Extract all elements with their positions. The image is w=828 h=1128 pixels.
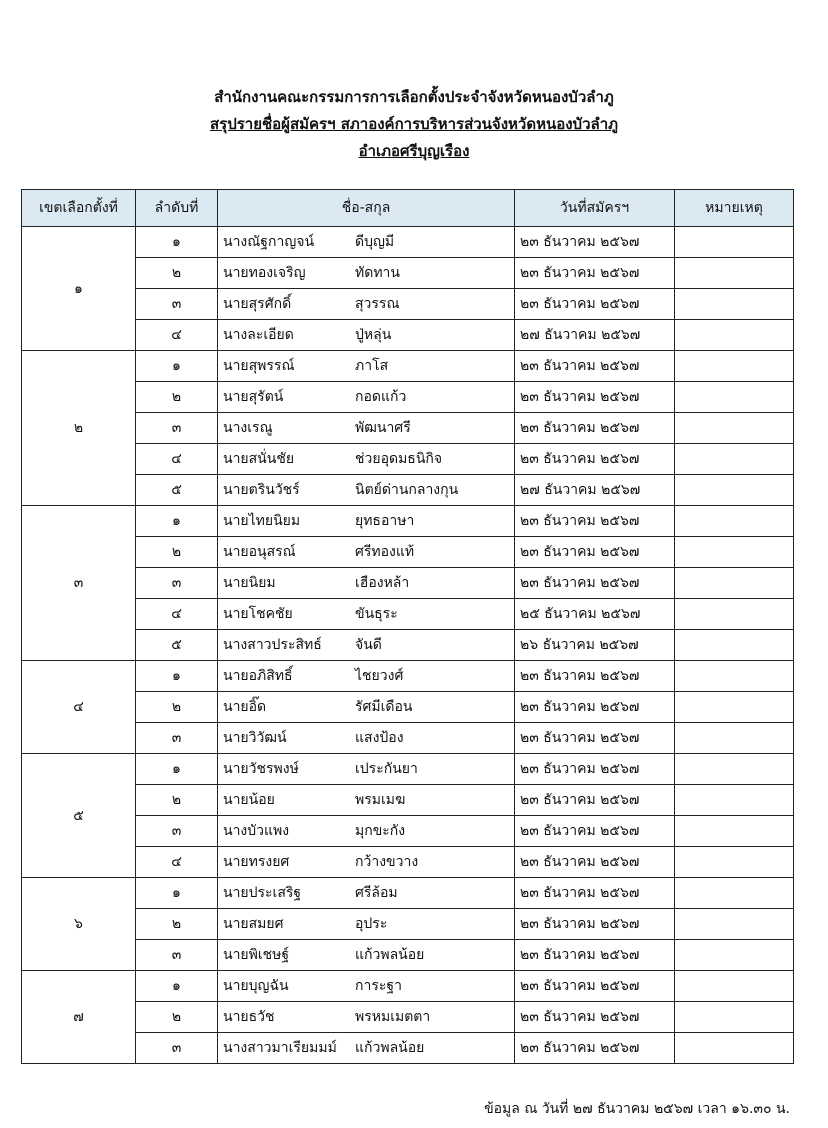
note-cell [675, 785, 794, 816]
note-cell [675, 537, 794, 568]
name-cell [218, 382, 515, 413]
name-cell [218, 723, 515, 754]
table-row [22, 568, 794, 599]
last-name: เประกันยา [355, 761, 418, 777]
name-cell [218, 568, 515, 599]
document-header [0, 84, 828, 165]
note-cell [675, 1033, 794, 1064]
column-header-order: ลำดับที่ [136, 190, 218, 227]
table-row [22, 258, 794, 289]
last-name: พรมเมฆ [355, 792, 406, 808]
order-cell: ๔ [136, 847, 218, 878]
name-cell [218, 413, 515, 444]
name-cell [218, 878, 515, 909]
name-cell [218, 227, 515, 258]
last-name: ช่วยอุดมธนิกิจ [355, 451, 443, 467]
last-name: อุประ [355, 916, 388, 932]
summary-title: สรุปรายชื่อผู้สมัครฯ สภาองค์การบริหารส่วนจังหวัดหนองบัวลำภู [209, 115, 619, 133]
table-row [22, 289, 794, 320]
table-row [22, 351, 794, 382]
table-header-row [22, 190, 794, 227]
order-cell: ๑ [136, 878, 218, 909]
note-cell [675, 630, 794, 661]
table-row [22, 475, 794, 506]
application-date-cell: ๒๓ ธันวาคม ๒๕๖๗ [515, 413, 675, 444]
order-cell: ๑ [136, 351, 218, 382]
name-cell [218, 351, 515, 382]
note-cell [675, 568, 794, 599]
first-name: นายสนั่นชัย [223, 451, 295, 467]
name-cell [218, 909, 515, 940]
note-cell [675, 320, 794, 351]
order-cell: ๑ [136, 971, 218, 1002]
table-row [22, 723, 794, 754]
application-date-cell: ๒๓ ธันวาคม ๒๕๖๗ [515, 568, 675, 599]
first-name: นายทรงยศ [223, 854, 290, 870]
last-name: รัศมีเดือน [355, 699, 413, 715]
first-name: นายวิวัฒน์ [223, 730, 287, 746]
application-date-cell: ๒๓ ธันวาคม ๒๕๖๗ [515, 444, 675, 475]
application-date-cell: ๒๓ ธันวาคม ๒๕๖๗ [515, 661, 675, 692]
last-name: ภาโส [355, 358, 389, 374]
candidate-table [21, 189, 794, 1064]
order-cell: ๒ [136, 785, 218, 816]
first-name: นางเรณู [223, 420, 273, 436]
note-cell [675, 475, 794, 506]
application-date-cell: ๒๓ ธันวาคม ๒๕๖๗ [515, 692, 675, 723]
table-row [22, 940, 794, 971]
table-row [22, 1002, 794, 1033]
application-date-cell: ๒๕ ธันวาคม ๒๕๖๗ [515, 599, 675, 630]
order-cell: ๓ [136, 940, 218, 971]
table-row [22, 661, 794, 692]
order-cell: ๓ [136, 723, 218, 754]
note-cell [675, 661, 794, 692]
application-date-cell: ๒๗ ธันวาคม ๒๕๖๗ [515, 475, 675, 506]
note-cell [675, 909, 794, 940]
first-name: นายสุรัตน์ [223, 389, 284, 405]
note-cell [675, 413, 794, 444]
column-header-note: หมายเหตุ [675, 190, 794, 227]
last-name: ไชยวงศ์ [355, 668, 404, 684]
table-row [22, 754, 794, 785]
note-cell [675, 754, 794, 785]
name-cell [218, 754, 515, 785]
table-body [22, 227, 794, 1064]
first-name: นายธวัช [223, 1009, 275, 1025]
district-number-cell: ๕ [22, 754, 136, 878]
last-name: นิตย์ด่านกลางกุน [355, 482, 459, 498]
table-row [22, 413, 794, 444]
first-name: นายพิเชษฐ์ [223, 947, 290, 963]
note-cell [675, 506, 794, 537]
name-cell [218, 630, 515, 661]
table-row [22, 599, 794, 630]
first-name: นายไทยนิยม [223, 513, 301, 529]
district-number-cell: ๒ [22, 351, 136, 506]
order-cell: ๓ [136, 289, 218, 320]
district-number-cell: ๖ [22, 878, 136, 971]
application-date-cell: ๒๓ ธันวาคม ๒๕๖๗ [515, 971, 675, 1002]
first-name: นายบุญฉัน [223, 978, 289, 994]
last-name: ปู่หลุ่น [355, 327, 392, 343]
note-cell [675, 692, 794, 723]
order-cell: ๔ [136, 320, 218, 351]
table-row [22, 692, 794, 723]
last-name: มุกขะกัง [355, 823, 406, 839]
application-date-cell: ๒๓ ธันวาคม ๒๕๖๗ [515, 227, 675, 258]
first-name: นายสุพรรณ์ [223, 358, 295, 374]
name-cell [218, 971, 515, 1002]
order-cell: ๓ [136, 1033, 218, 1064]
last-name: ทัดทาน [355, 265, 400, 281]
table-row [22, 878, 794, 909]
district-number-cell: ๓ [22, 506, 136, 661]
note-cell [675, 599, 794, 630]
last-name: จันดี [355, 637, 382, 653]
first-name: นายตรินวัชร์ [223, 482, 300, 498]
last-name: การะฐา [355, 978, 402, 994]
first-name: นางบัวแพง [223, 823, 290, 839]
order-cell: ๑ [136, 227, 218, 258]
note-cell [675, 816, 794, 847]
first-name: นายวัชรพงษ์ [223, 761, 299, 777]
column-header-name: ชื่อ-สกุล [218, 190, 515, 227]
order-cell: ๓ [136, 568, 218, 599]
application-date-cell: ๒๓ ธันวาคม ๒๕๖๗ [515, 537, 675, 568]
last-name: ขันธุระ [355, 606, 398, 622]
note-cell [675, 878, 794, 909]
name-cell [218, 444, 515, 475]
last-name: แก้วพลน้อย [355, 1040, 425, 1056]
first-name: นายอนุสรณ์ [223, 544, 296, 560]
last-name: ศรีทองแท้ [355, 544, 415, 560]
table-row [22, 444, 794, 475]
order-cell: ๒ [136, 692, 218, 723]
first-name: นายทองเจริญ [223, 265, 306, 281]
first-name: นางณัฐกาญจน์ [223, 234, 315, 250]
note-cell [675, 444, 794, 475]
name-cell [218, 785, 515, 816]
name-cell [218, 847, 515, 878]
application-date-cell: ๒๓ ธันวาคม ๒๕๖๗ [515, 940, 675, 971]
last-name: แสงป้อง [355, 730, 404, 746]
order-cell: ๕ [136, 475, 218, 506]
note-cell [675, 971, 794, 1002]
order-cell: ๒ [136, 537, 218, 568]
first-name: นายนิยม [223, 575, 276, 591]
name-cell [218, 599, 515, 630]
order-cell: ๔ [136, 599, 218, 630]
first-name: นางสาวประสิทธ์ [223, 637, 322, 653]
first-name: นายประเสริฐ [223, 885, 302, 901]
table-row [22, 847, 794, 878]
note-cell [675, 1002, 794, 1033]
order-cell: ๒ [136, 382, 218, 413]
name-cell [218, 320, 515, 351]
application-date-cell: ๒๓ ธันวาคม ๒๕๖๗ [515, 816, 675, 847]
last-name: แก้วพลน้อย [355, 947, 425, 963]
first-name: นางละเอียด [223, 327, 294, 343]
first-name: นายสมยศ [223, 916, 284, 932]
table-row [22, 382, 794, 413]
application-date-cell: ๒๓ ธันวาคม ๒๕๖๗ [515, 1002, 675, 1033]
table-row [22, 909, 794, 940]
table-row [22, 630, 794, 661]
name-cell [218, 1002, 515, 1033]
name-cell [218, 1033, 515, 1064]
order-cell: ๑ [136, 661, 218, 692]
name-cell [218, 506, 515, 537]
application-date-cell: ๒๓ ธันวาคม ๒๕๖๗ [515, 351, 675, 382]
application-date-cell: ๒๗ ธันวาคม ๒๕๖๗ [515, 320, 675, 351]
office-title: สำนักงานคณะกรรมการการเลือกตั้งประจำจังหวัดหนองบัวลำภู [214, 88, 614, 106]
first-name: นายสุรศักดิ์ [223, 296, 292, 312]
data-timestamp-note: ข้อมูล ณ วันที่ ๒๗ ธันวาคม ๒๕๖๗ เวลา ๑๖.๓๐ น. [484, 1101, 790, 1117]
order-cell: ๑ [136, 506, 218, 537]
note-cell [675, 227, 794, 258]
application-date-cell: ๒๓ ธันวาคม ๒๕๖๗ [515, 723, 675, 754]
application-date-cell: ๒๓ ธันวาคม ๒๕๖๗ [515, 909, 675, 940]
name-cell [218, 940, 515, 971]
name-cell [218, 537, 515, 568]
order-cell: ๒ [136, 1002, 218, 1033]
name-cell [218, 816, 515, 847]
last-name: เฮืองหล้า [355, 575, 410, 591]
first-name: นายอิ๊ด [223, 699, 267, 715]
district-title: อำเภอศรีบุญเรือง [358, 142, 470, 160]
order-cell: ๔ [136, 444, 218, 475]
name-cell [218, 661, 515, 692]
order-cell: ๑ [136, 754, 218, 785]
last-name: ดีบุญมี [355, 234, 395, 250]
note-cell [675, 382, 794, 413]
application-date-cell: ๒๓ ธันวาคม ๒๕๖๗ [515, 506, 675, 537]
district-number-cell: ๗ [22, 971, 136, 1064]
order-cell: ๓ [136, 816, 218, 847]
application-date-cell: ๒๖ ธันวาคม ๒๕๖๗ [515, 630, 675, 661]
first-name: นายโชคชัย [223, 606, 293, 622]
table-row [22, 816, 794, 847]
name-cell [218, 258, 515, 289]
note-cell [675, 351, 794, 382]
last-name: พัฒนาศรี [355, 420, 411, 436]
first-name: นางสาวมาเรียมมม์ [223, 1040, 337, 1056]
application-date-cell: ๒๓ ธันวาคม ๒๕๖๗ [515, 754, 675, 785]
note-cell [675, 723, 794, 754]
column-header-district: เขตเลือกตั้งที่ [22, 190, 136, 227]
district-number-cell: ๔ [22, 661, 136, 754]
name-cell [218, 475, 515, 506]
table-row [22, 537, 794, 568]
last-name: พรหมเมตตา [355, 1009, 431, 1025]
application-date-cell: ๒๓ ธันวาคม ๒๕๖๗ [515, 1033, 675, 1064]
first-name: นายน้อย [223, 792, 275, 808]
order-cell: ๒ [136, 258, 218, 289]
last-name: กอดแก้ว [355, 389, 407, 405]
table-row [22, 320, 794, 351]
name-cell [218, 692, 515, 723]
last-name: สุวรรณ [355, 296, 400, 312]
application-date-cell: ๒๓ ธันวาคม ๒๕๖๗ [515, 258, 675, 289]
column-header-date: วันที่สมัครฯ [515, 190, 675, 227]
last-name: กว้างขวาง [355, 854, 419, 870]
note-cell [675, 258, 794, 289]
note-cell [675, 940, 794, 971]
table-row [22, 785, 794, 816]
table-row [22, 971, 794, 1002]
table-row [22, 1033, 794, 1064]
table-row [22, 506, 794, 537]
application-date-cell: ๒๓ ธันวาคม ๒๕๖๗ [515, 382, 675, 413]
first-name: นายอภิสิทธิ์ [223, 668, 293, 684]
order-cell: ๒ [136, 909, 218, 940]
application-date-cell: ๒๓ ธันวาคม ๒๕๖๗ [515, 847, 675, 878]
order-cell: ๕ [136, 630, 218, 661]
table-row [22, 227, 794, 258]
note-cell [675, 289, 794, 320]
order-cell: ๓ [136, 413, 218, 444]
application-date-cell: ๒๓ ธันวาคม ๒๕๖๗ [515, 878, 675, 909]
name-cell [218, 289, 515, 320]
last-name: ยุทธอาษา [355, 513, 415, 529]
application-date-cell: ๒๓ ธันวาคม ๒๕๖๗ [515, 289, 675, 320]
note-cell [675, 847, 794, 878]
last-name: ศรีล้อม [355, 885, 398, 901]
district-number-cell: ๑ [22, 227, 136, 351]
application-date-cell: ๒๓ ธันวาคม ๒๕๖๗ [515, 785, 675, 816]
